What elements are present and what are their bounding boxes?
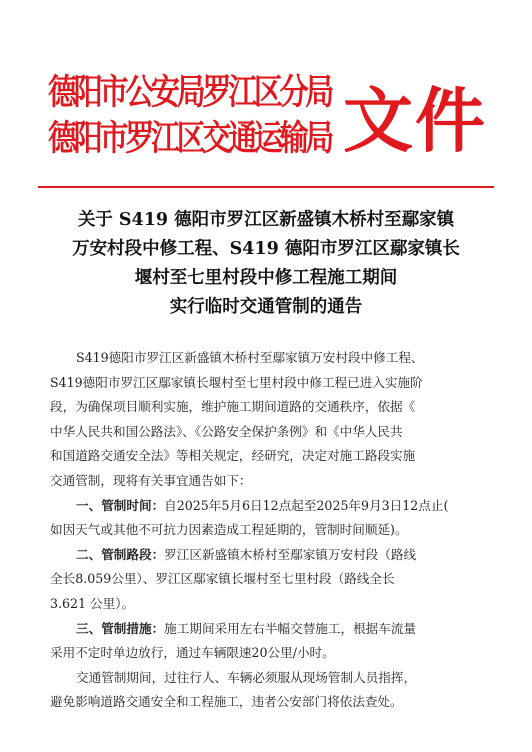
agency-transport: 德阳市罗江区交通运输局 xyxy=(48,119,332,159)
control-time-label: 一、管制时间： xyxy=(76,497,165,513)
intro-line: 和国道路交通安全法》等相关规定，经研究，决定对施工路段实施 xyxy=(50,448,416,464)
notice-body xyxy=(50,346,484,715)
control-time-continued: 如因天气或其他不可抗力因素造成工程延期的，管制时间顺延)。 xyxy=(50,522,408,538)
control-measures-label: 三、管制措施： xyxy=(76,620,165,636)
title-line: 实行临时交通管制的通告 xyxy=(169,297,363,317)
intro-line: S419德阳市罗江区鄢家镇长堰村至七里村段中修工程已进入实施阶 xyxy=(50,374,423,390)
control-route-continued: 3.621 公里）。 xyxy=(50,595,135,611)
control-measures-item xyxy=(50,617,484,642)
control-route-label: 二、管制路段： xyxy=(76,546,165,562)
intro-line: S419德阳市罗江区新盛镇木桥村至鄢家镇万安村段中修工程、 xyxy=(76,350,424,365)
title-line: 万安村段中修工程、S419 德阳市罗江区鄢家镇长 xyxy=(72,239,460,259)
document-header xyxy=(48,70,488,178)
control-time-text: 自2025年5月6日12点起至2025年9月3日12点止( xyxy=(164,497,449,513)
control-measures-continued: 采用不定时单边放行，通过车辆限速20公里/小时。 xyxy=(50,645,335,661)
closing-line: 交通管制期间，过往行人、车辆必须服从现场管制人员指挥， xyxy=(76,669,417,685)
intro-line: 交通管制，现将有关事宜通告如下： xyxy=(50,472,252,488)
title-line: 堰村至七里村段中修工程施工期间 xyxy=(134,268,398,288)
intro-line: 中华人民共和国公路法》、《公路安全保护条例》和《中华人民共 xyxy=(50,423,403,439)
intro-line: 段，为确保项目顺利实施，维护施工期间道路的交通秩序，依据《 xyxy=(50,399,416,415)
control-route-continued: 全长8.059公里）、罗江区鄢家镇长堰村至七里村段（路线全长 xyxy=(50,571,395,587)
issuing-agencies xyxy=(48,70,340,162)
header-divider xyxy=(38,186,494,188)
closing-line: 避免影响道路交通安全和工程施工，违者公安部门将依法查处。 xyxy=(50,694,403,710)
agency-police: 德阳市公安局罗江区分局 xyxy=(48,73,332,113)
control-time-item xyxy=(50,494,484,519)
notice-title xyxy=(40,206,492,322)
control-route-item xyxy=(50,543,484,568)
title-line: 关于 S419 德阳市罗江区新盛镇木桥村至鄢家镇 xyxy=(77,210,455,230)
control-measures-text: 施工期间采用左右半幅交替施工，根据车流量 xyxy=(164,620,417,636)
document-type-label: 文件 xyxy=(343,80,487,162)
control-route-text: 罗江区新盛镇木桥村至鄢家镇万安村段（路线 xyxy=(164,546,417,562)
